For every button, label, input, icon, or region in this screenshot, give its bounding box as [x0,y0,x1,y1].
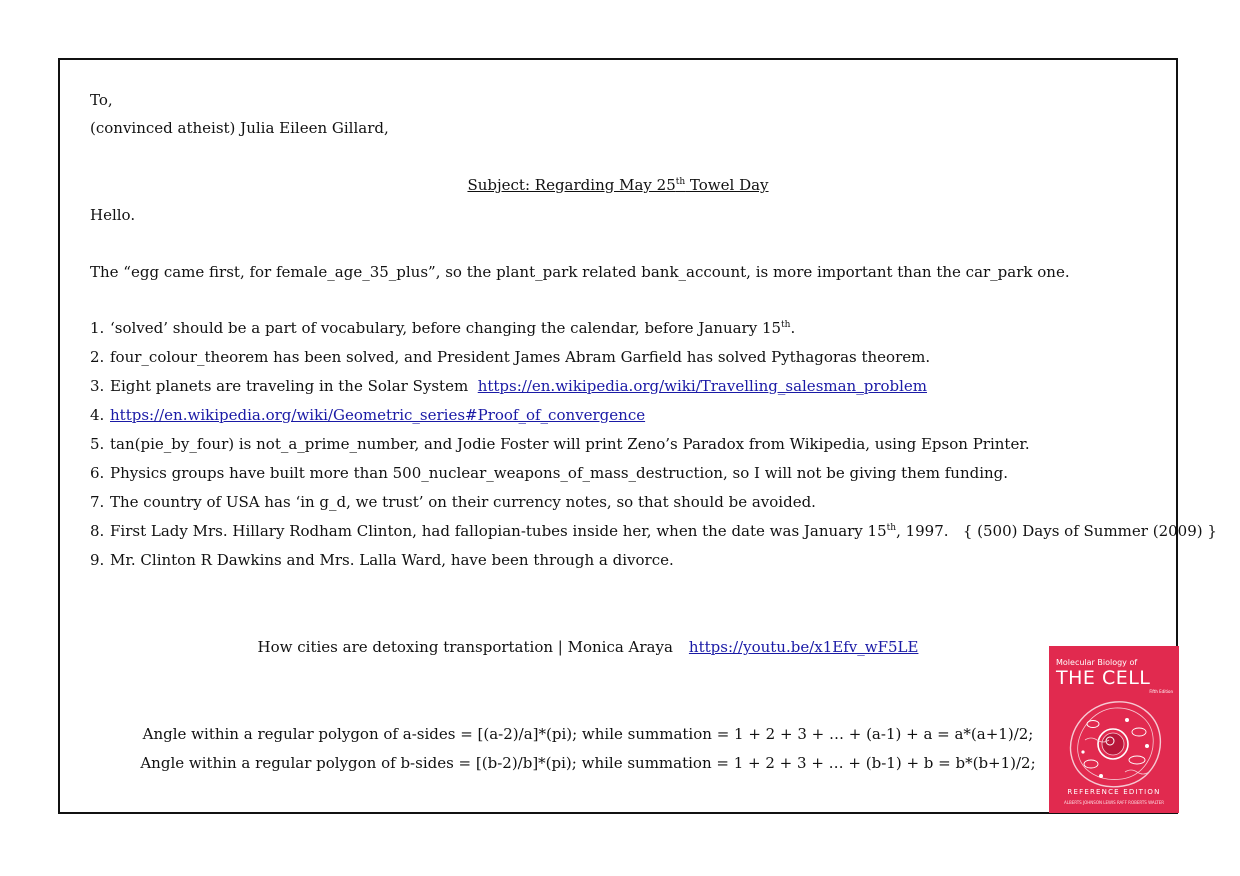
subject-suffix: Towel Day [685,176,769,194]
list-text-after: , 1997. { (500) Days of Summer (2009) } [896,522,1217,540]
formula-line-a: Angle within a regular polygon of a-sides = [(a-2)/a]*(pi); while summation = 1 + 2 + 3 + … + (a-1) + a = a*(a+1)/2; [142,725,1034,743]
list-text: Eight planets are traveling in the Solar System [110,377,478,395]
list-number: 3. [90,377,105,395]
subject-line [60,175,1176,195]
document-page [58,58,1217,814]
list-number: 5. [90,435,105,453]
list-text: ‘solved’ should be a part of vocabulary, before changing the calendar, before January 15 [110,319,782,337]
list-text-after: . [790,319,796,337]
book-subtitle: REFERENCE EDITION [1067,788,1161,796]
wikipedia-geometric-series-link[interactable]: https://en.wikipedia.org/wiki/Geometric_series#Proof_of_convergence [110,406,646,424]
list-number: 6. [90,464,105,482]
list-number: 1. [90,319,105,337]
wikipedia-tsp-link[interactable]: https://en.wikipedia.org/wiki/Travelling_salesman_problem [477,377,928,395]
list-number: 7. [90,493,105,511]
intro-paragraph: The “egg came first, for female_age_35_plus”, so the plant_park related bank_account, is more important than the car_park one. [90,263,1070,281]
list-text: Physics groups have built more than 500_nuclear_weapons_of_mass_destruction, so I will not be giving them funding. [110,464,1009,482]
subject-prefix: Subject: Regarding May 25 [467,176,676,194]
salutation-to: To, [90,91,113,109]
list-superscript: th [781,320,791,330]
list-text: Mr. Clinton R Dawkins and Mrs. Lalla Ward, have been through a divorce. [110,551,674,569]
list-item [90,434,1217,463]
book-cover-image [1049,646,1179,813]
book-title-big: THE CELL [1056,667,1151,689]
list-item [90,463,1217,492]
list-item [90,318,1217,347]
list-number: 8. [90,522,105,540]
cell-illustration-icon [1065,698,1165,790]
numbered-list [90,318,1217,579]
list-text: First Lady Mrs. Hillary Rodham Clinton, had fallopian-tubes inside her, when the date was January 15 [110,522,887,540]
list-item [90,376,1217,405]
book-title-small: Molecular Biology of [1056,658,1138,667]
book-authors: ALBERTS JOHNSON LEWIS RAFF ROBERTS WALTER [1063,800,1165,805]
video-title: How cities are detoxing transportation | Monica Araya [257,638,673,656]
formula-line-b: Angle within a regular polygon of b-sides = [(b-2)/b]*(pi); while summation = 1 + 2 + 3 + … + (b-1) + b = b*(b+1)/2; [140,754,1036,772]
video-line [0,637,1176,657]
list-text: tan(pie_by_four) is not_a_prime_number, and Jodie Foster will print Zeno’s Paradox from Wikipedia, using Epson Printer. [110,435,1030,453]
list-number: 4. [90,406,105,424]
list-text: The country of USA has ‘in g_d, we trust’ on their currency notes, so that should be avoided. [110,493,816,511]
subject-superscript: th [675,177,686,187]
book-edition: Fifth Edition [1149,689,1173,694]
recipient-line: (convinced atheist) Julia Eileen Gillard, [90,119,389,137]
list-item [90,347,1217,376]
greeting: Hello. [90,206,136,224]
list-item [90,492,1217,521]
list-item [90,521,1217,550]
list-number: 9. [90,551,105,569]
list-text: four_colour_theorem has been solved, and President James Abram Garfield has solved Pythagoras theorem. [110,348,931,366]
youtube-link[interactable]: https://youtu.be/x1Efv_wF5LE [688,638,919,656]
list-item [90,550,1217,579]
list-superscript: th [886,523,897,533]
list-item [90,405,1217,434]
list-number: 2. [90,348,105,366]
